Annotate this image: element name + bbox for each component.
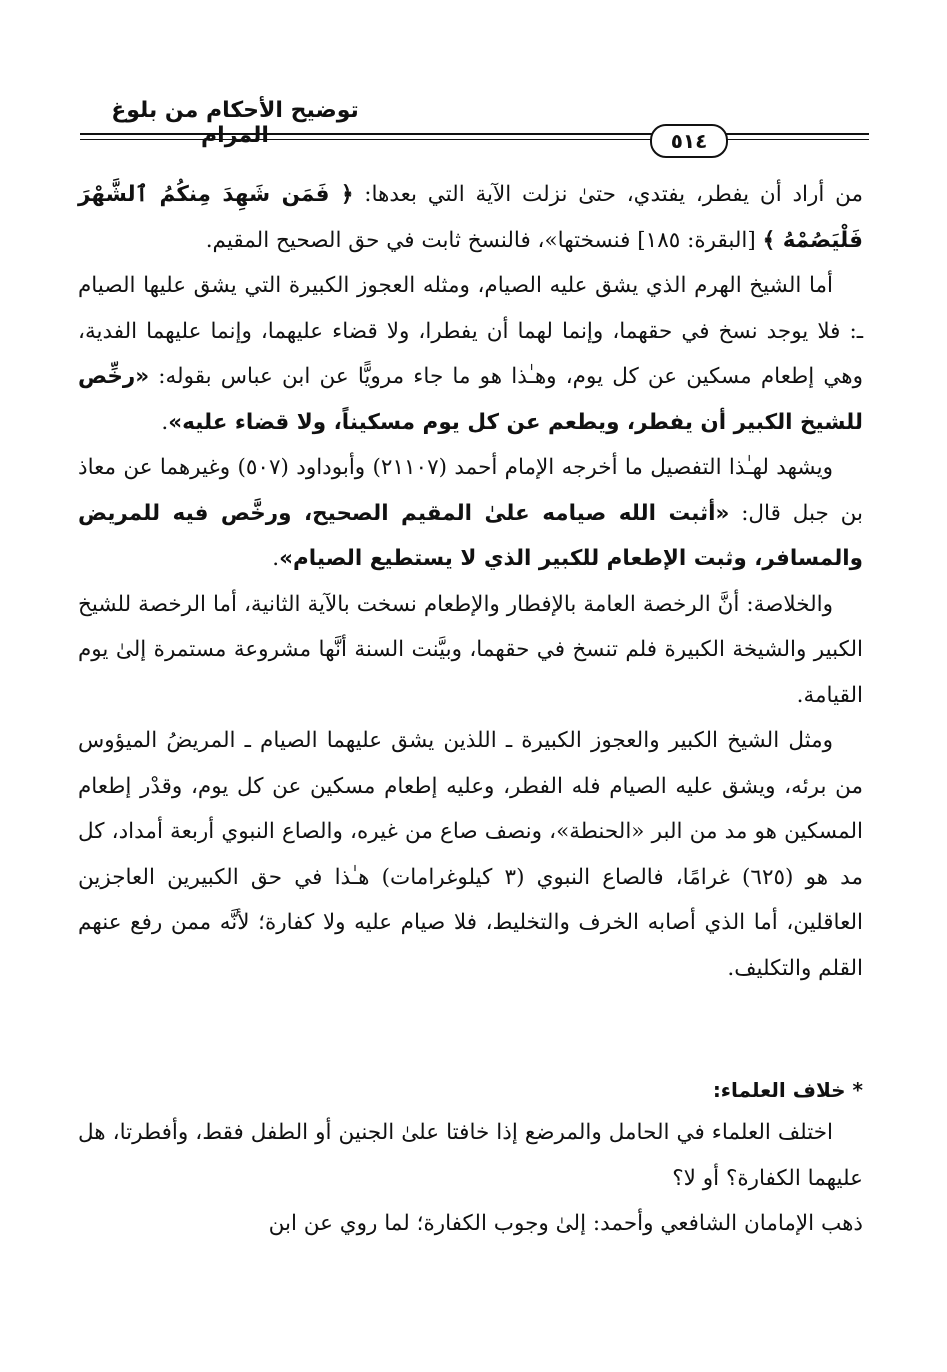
paragraph-7: ذهب الإمامان الشافعي وأحمد: إلىٰ وجوب الكفارة؛ لما روي عن ابن: [268, 1211, 863, 1236]
body-text-block-2: [78, 1110, 863, 1247]
paragraph-1: من أراد أن يفطر، يفتدي، حتىٰ نزلت الآية التي بعدها: ﴿ فَمَن شَهِدَ مِنكُمُ ٱلشَّهْرَ فَلْيَصُمْهُ ﴾ [البقرة: ١٨٥] فنسختها»، فالنسخ ثابت في حق الصحيح المقيم.: [78, 182, 864, 253]
page-number: ٥١٤: [650, 124, 728, 158]
hadith-quote: «رخِّص للشيخ الكبير أن يفطر، ويطعم عن كل يوم مسكيناً، ولا قضاء عليه»: [78, 364, 863, 435]
running-title: توضيح الأحكام من بلوغ المرام: [111, 98, 359, 148]
header-rule-thin: [80, 139, 869, 140]
quran-verse: ﴿ فَمَن شَهِدَ مِنكُمُ ٱلشَّهْرَ فَلْيَصُمْهُ ﴾: [78, 182, 863, 253]
paragraph-3: ويشهد لهـٰذا التفصيل ما أخرجه الإمام أحمد (٢١١٠٧) وأبوداود (٥٠٧) وغيرهما عن معاذ بن جبل قال: «أثبت الله صيامه علىٰ المقيم الصحيح، ورخَّص فيه للمريض والمسافر، وثبت الإطعام للكبير الذي لا يستطيع الصيام».: [78, 455, 863, 571]
body-text-block-1: [78, 172, 863, 991]
paragraph-5: ومثل الشيخ الكبير والعجوز الكبيرة ـ اللذين يشق عليهما الصيام ـ المريضُ الميؤوس من برئه، ويشق عليه الصيام فله الفطر، وعليه إطعام مسكين عن كل يوم، وقدْر إطعام المسكين هو مد من البر «الحنطة»، ونصف صاع من غيره، والصاع النبوي أربعة أمداد، كل مد هو (٦٢٥) غرامًا، فالصاع النبوي (٣ كيلوغرامات) هـٰذا في حق الكبيرين العاجزين العاقلين، أما الذي أصابه الخرف والتخليط، فلا صيام عليه ولا كفارة؛ لأنَّه ممن رفع عنهم القلم والتكليف.: [78, 728, 863, 981]
paragraph-4: والخلاصة: أنَّ الرخصة العامة بالإفطار والإطعام نسخت بالآية الثانية، أما الرخصة للشيخ الكبير والشيخة الكبيرة فلم تنسخ في حقهما، وبيَّنت السنة أنَّها مشروعة مستمرة إلىٰ يوم القيامة.: [78, 591, 863, 708]
hadith-quote: «أثبت الله صيامه علىٰ المقيم الصحيح، ورخَّص فيه للمريض والمسافر، وثبت الإطعام للكبير الذي لا يستطيع الصيام»: [78, 500, 863, 571]
section-heading: * خلاف العلماء:: [712, 1078, 863, 1102]
header-rule: [80, 133, 869, 135]
paragraph-6: اختلف العلماء في الحامل والمرضع إذا خافتا علىٰ الجنين أو الطفل فقط، وأفطرتا، هل عليهما الكفارة؟ أو لا؟: [78, 1120, 863, 1191]
paragraph-2: أما الشيخ الهرم الذي يشق عليه الصيام، ومثله العجوز الكبيرة التي يشق عليها الصيام ـ: فلا يوجد نسخ في حقهما، وإنما لهما أن يفطرا، ولا قضاء عليهما، وإنما عليهما الفدية، وهي إطعام مسكين عن كل يوم، وهـٰذا هو ما جاء مرويًّا عن ابن عباس بقوله: «رخِّص للشيخ الكبير أن يفطر، ويطعم عن كل يوم مسكيناً، ولا قضاء عليه».: [78, 273, 863, 435]
